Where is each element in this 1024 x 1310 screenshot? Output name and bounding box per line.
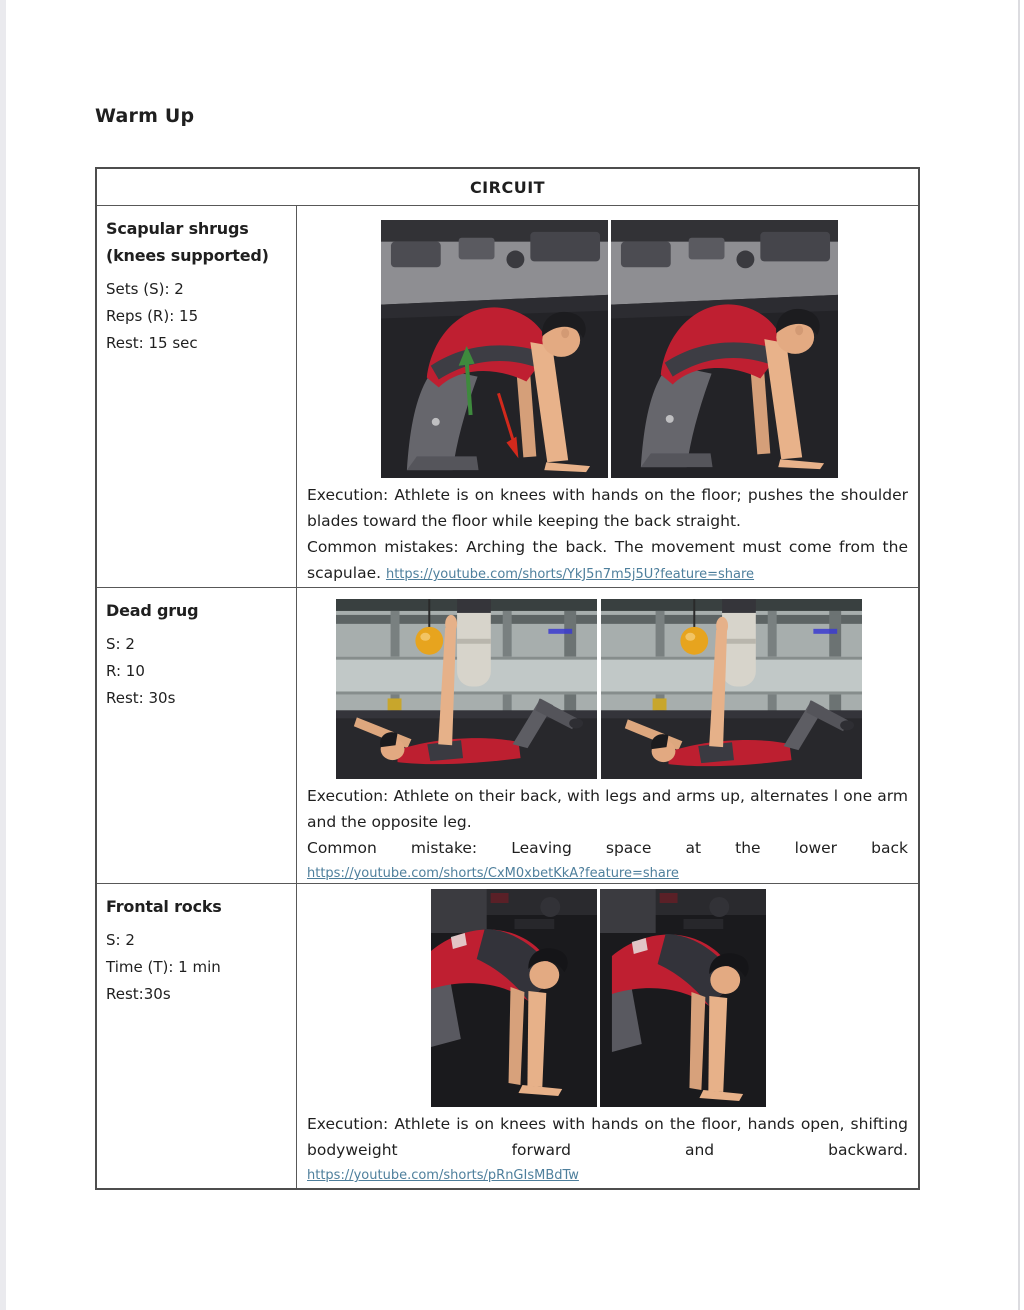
photo-frame-2: [600, 889, 766, 1107]
photo-frame-1: [431, 889, 597, 1107]
exercise-rest: Rest: 30s: [106, 689, 176, 707]
circuit-table: [95, 167, 920, 1190]
exercise-title: Frontal rocks: [106, 897, 222, 916]
page-left-edge: [0, 0, 6, 1310]
exercise-sets: S: 2: [106, 931, 135, 949]
youtube-link[interactable]: https://youtube.com/shorts/YkJ5n7m5j5U?feature=share: [385, 567, 755, 582]
mistake-text: Common mistake: Leaving space at the lower back: [307, 839, 908, 857]
table-header: CIRCUIT: [97, 169, 918, 206]
page-right-edge: [1018, 0, 1020, 1310]
exercise-title: Scapular shrugs (knees supported): [106, 219, 269, 265]
exercise-reps: Reps (R): 15: [106, 307, 199, 325]
page-title: Warm Up: [95, 104, 195, 127]
table-row: [97, 588, 918, 884]
exercise-reps: R: 10: [106, 662, 145, 680]
exercise-rest: Rest:30s: [106, 985, 171, 1003]
exercise-info-cell: [97, 588, 297, 883]
mistake-text: [307, 534, 908, 587]
scapular-shrugs-photo: [381, 220, 839, 478]
youtube-link[interactable]: https://youtube.com/shorts/pRnGIsMBdTw: [307, 1168, 579, 1183]
link-line: [307, 861, 908, 883]
exercise-detail-cell: [297, 884, 918, 1188]
exercise-detail-cell: [297, 206, 918, 587]
exercise-info-cell: [97, 884, 297, 1188]
exercise-info-cell: [97, 206, 297, 587]
execution-text: Execution: Athlete on their back, with legs and arms up, alternates l one arm and the opposite leg.: [307, 787, 908, 831]
frontal-rocks-photo: [431, 889, 766, 1107]
exercise-sets: Sets (S): 2: [106, 280, 184, 298]
mistake-span: Common mistakes: Arching the back. The movement must come from the scapulae.: [307, 538, 908, 582]
execution-text: Execution: Athlete is on knees with hands on the floor; pushes the shoulder blades toward the floor while keeping the back straight.: [307, 486, 908, 530]
photo-frame-2: [611, 220, 838, 478]
link-line: [307, 1163, 908, 1186]
exercise-time: Time (T): 1 min: [106, 958, 221, 976]
exercise-rest: Rest: 15 sec: [106, 334, 198, 352]
exercise-detail-cell: [297, 588, 918, 883]
exercise-sets: S: 2: [106, 635, 135, 653]
exercise-title: Dead grug: [106, 601, 199, 620]
photo-frame-2: [601, 599, 862, 779]
table-row: [97, 884, 918, 1188]
dead-bug-photo: [336, 599, 863, 779]
youtube-link[interactable]: https://youtube.com/shorts/CxM0xbetKkA?feature=share: [307, 866, 679, 881]
execution-text: Execution: Athlete is on knees with hands on the floor, hands open, shifting bodyweight forward and backward.: [307, 1115, 908, 1159]
photo-frame-1: [381, 220, 608, 478]
table-row: [97, 206, 918, 588]
photo-frame-1: [336, 599, 597, 779]
